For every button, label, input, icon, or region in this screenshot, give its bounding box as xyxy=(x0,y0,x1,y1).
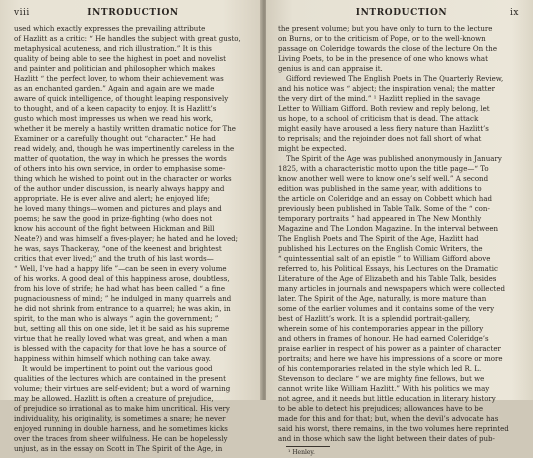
text-line: critics that ever lived;” and the truth of his last words— xyxy=(14,254,214,263)
text-line: gusto which most impresses us when we read his work, xyxy=(14,114,214,123)
text-line: Examiner or a carefully thought out “character.” He had xyxy=(14,134,216,143)
text-line: It would be impertinent to point out the various good xyxy=(22,364,213,373)
text-line: and others in frames of honour. He had earned Coleridge’s xyxy=(278,334,489,343)
text-line: Gifford reviewed The English Poets in The Quarterly Review, xyxy=(286,74,504,83)
text-line: but, setting all this on one side, let it be said as his supreme xyxy=(14,324,230,333)
right-page-header xyxy=(280,8,523,20)
text-line: he did not shrink from entrance to a quarrel; he was akin, in xyxy=(14,304,231,313)
text-line: on Burns, or to the criticism of Pope, or to the well-known xyxy=(278,34,486,43)
text-line: Living Poets, to be in the presence of one who knows what xyxy=(278,54,488,63)
text-line: may be allowed. Hazlitt is often a creature of prejudice, xyxy=(14,394,214,403)
text-line: us hope, to a school of criticism that is dead. The attack xyxy=(278,114,479,123)
text-line: of Hazlitt as a critic: “ He handles the subject with great gusto, xyxy=(14,34,241,43)
text-line: qualities of the lectures which are contained in the present xyxy=(14,374,226,383)
text-line: edition was published in the same year, with additions to xyxy=(278,184,482,193)
text-line: genius is and can appraise it. xyxy=(278,64,383,73)
text-line: he was, says Thackeray, “one of the keenest and brightest xyxy=(14,244,222,253)
text-line: individuality, his originality, is sometimes a snare; he never xyxy=(14,414,226,423)
text-line: to thought, and of a keen capacity to enjoy. It is Hazlitt’s xyxy=(14,104,217,113)
text-line: happiness within himself which nothing can take away. xyxy=(14,354,211,363)
left-page-body xyxy=(14,24,254,454)
text-line: wherein some of his contemporaries appear in the pillory xyxy=(278,324,484,333)
right-page-body xyxy=(278,24,521,458)
text-line: read widely, and, though he was impertinently careless in the xyxy=(14,144,235,153)
text-line: appropriate. He is ever alive and alert; he enjoyed life; xyxy=(14,194,210,203)
text-line: the article on Coleridge and an essay on Cobbett which had xyxy=(278,194,493,203)
text-line: praise earlier in respect of his power as a painter of character xyxy=(278,344,501,353)
text-line: as an enchanted garden.” Again and again are we made xyxy=(14,84,215,93)
text-line: to be able to detect his prejudices; allowances have to be xyxy=(278,404,483,413)
left-page xyxy=(0,0,262,453)
text-line: said his worst, there remains, in the two volumes here reprinted xyxy=(278,424,509,433)
text-line: metaphysical acuteness, and rich illustration.” It is this xyxy=(14,44,212,53)
text-line: and in those which saw the light between their dates of pub- xyxy=(278,434,495,443)
text-line: some of the earlier volumes and it contains some of the very xyxy=(278,304,495,313)
text-line: of others into his own service, in order to emphasise some- xyxy=(14,164,226,173)
text-line: matter of quotation, the way in which he presses the words xyxy=(14,154,227,163)
text-line: cannot write like William Hazlitt.” With his politics we may xyxy=(278,384,490,393)
text-line: the present volume; but you have only to turn to the lecture xyxy=(278,24,493,33)
text-line: referred to, his Political Essays, his Lectures on the Dramatic xyxy=(278,264,498,273)
text-line: many articles in journals and newspapers which were collected xyxy=(278,284,506,293)
text-line: of his contemporaries related in the style which led R. L. xyxy=(278,364,482,373)
text-line: virtue that he really loved what was great, and when a man xyxy=(14,334,228,343)
text-line: quality of being able to see the highest in poet and novelist xyxy=(14,54,226,63)
text-line: aware of quick intelligence, of thought leaping responsively xyxy=(14,94,229,103)
text-line: Hazlitt “ the perfect lover, to whom their achievement was xyxy=(14,74,224,83)
text-line: temporary portraits ” had appeared in The New Monthly xyxy=(278,214,482,223)
text-line: and painter and politician and philosopher which makes xyxy=(14,64,216,73)
text-line: of his works. A good deal of this happiness arose, doubtless, xyxy=(14,274,230,283)
text-line: Stevenson to declare “ we are mighty fine fellows, but we xyxy=(278,374,485,383)
text-line: spirit, to the man who is always “ agin the government; ” xyxy=(14,314,219,323)
text-line: he loved many things—women and pictures and plays and xyxy=(14,204,222,213)
text-line: is blessed with the capacity for that love he has a source of xyxy=(14,344,226,353)
text-line: thing which he wished to point out in the character or works xyxy=(14,174,232,183)
text-line: might be expected. xyxy=(278,144,347,153)
text-line: might easily have aroused a less fiery nature than Hazlitt’s xyxy=(278,124,489,133)
text-line: Letter to William Gifford. Both review and reply belong, let xyxy=(278,104,490,113)
left-page-number: viii xyxy=(14,8,30,18)
text-line: Magazine and The London Magazine. In the interval between xyxy=(278,224,499,233)
left-running-head: INTRODUCTION xyxy=(87,8,179,18)
text-line: from his love of strife; he had what has been called “ a fine xyxy=(14,284,226,293)
text-line: best of Hazlitt’s work. It is a splendid portrait-gallery, xyxy=(278,314,471,323)
left-page-header xyxy=(14,8,252,20)
text-line: over the traces from sheer wilfulness. He can be hopelessly xyxy=(14,434,228,443)
text-line: used which exactly expresses the prevailing attribute xyxy=(14,24,206,33)
text-line: portraits; and here we have his impressions of a score or more xyxy=(278,354,503,363)
footnote: ¹ Henley. xyxy=(288,449,315,456)
text-line: enjoyed running in double harness, and he sometimes kicks xyxy=(14,424,228,433)
text-line: 1825, with a characteristic motto upon the title page—“ To xyxy=(278,164,489,173)
text-line: The English Poets and The Spirit of the Age, Hazlitt had xyxy=(278,234,479,243)
text-line: Neate?) and was himself a fives-player; he hated and he loved; xyxy=(14,234,239,243)
text-line: to reprisals; and the rejoinder does not fall short of what xyxy=(278,134,482,143)
text-line: of the author under discussion, is nearly always happy and xyxy=(14,184,225,193)
text-line: not agree, and it needs but little education in literary history xyxy=(278,394,496,403)
text-line: Literature of the Age of Elizabeth and his Table Talk, besides xyxy=(278,274,497,283)
text-line: previously been published in Table Talk. Some of the “ con- xyxy=(278,204,490,213)
text-line: poems; he saw the good in prize-fighting (who does not xyxy=(14,214,213,223)
text-line: volume; their virtues are self-evident; but a word of warning xyxy=(14,384,231,393)
text-line: The Spirit of the Age was published anonymously in January xyxy=(286,154,502,163)
text-line: know his account of the fight between Hickman and Bill xyxy=(14,224,215,233)
text-line: “ quintessential salt of an epistle ” to William Gifford above xyxy=(278,254,491,263)
right-page-number: ix xyxy=(510,8,519,18)
text-line: made for this and for that; but, when the devil’s advocate has xyxy=(278,414,499,423)
text-line: know another well were to know one’s self well.” A second xyxy=(278,174,489,183)
right-running-head: INTRODUCTION xyxy=(355,8,448,18)
footnote-rule xyxy=(286,446,330,447)
text-line: and his notice was “ abject; the inspiration venal; the matter xyxy=(278,84,496,93)
text-line: of prejudice so irrational as to make him uncritical. His very xyxy=(14,404,230,413)
text-line: passage on Coleridge towards the close of the lecture On the xyxy=(278,44,497,53)
text-line: unjust, as in the essay on Scott in The Spirit of the Age, in xyxy=(14,444,223,453)
right-page xyxy=(266,0,533,456)
text-line: pugnaciousness of mind; ” he indulged in many quarrels and xyxy=(14,294,232,303)
text-line: whether it be merely a hastily written dramatic notice for The xyxy=(14,124,236,133)
text-line: published his Lectures on the English Comic Writers, the xyxy=(278,244,483,253)
text-line: the very dirt of the mind.” ¹ Hazlitt replied in the savage xyxy=(278,94,481,103)
text-line: later. The Spirit of the Age, naturally, is more mature than xyxy=(278,294,487,303)
text-line: “ Well, I’ve had a happy life ”—can be seen in every volume xyxy=(14,264,227,273)
